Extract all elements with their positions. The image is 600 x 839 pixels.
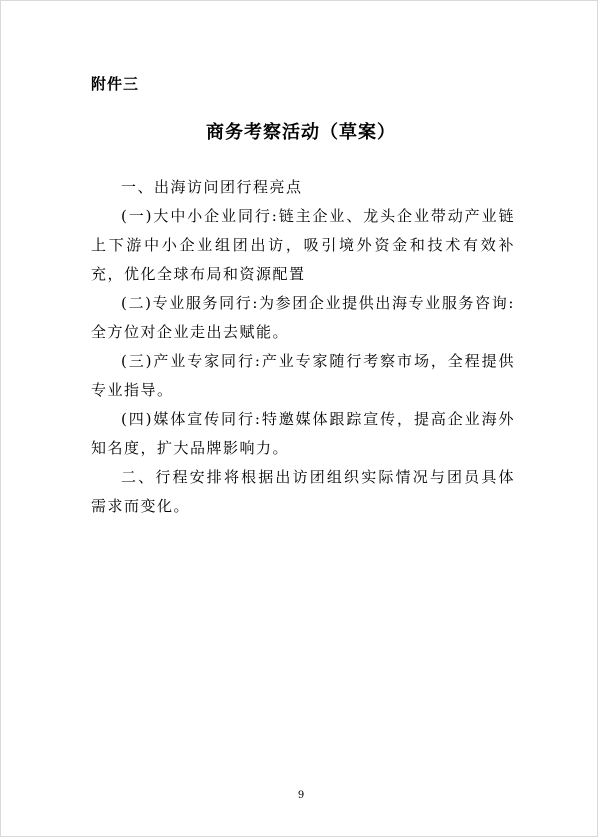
paragraph-professional-services: (二)专业服务同行:为参团企业提供出海专业服务咨询:全方位对企业走出去赋能。: [91, 294, 515, 341]
page-number: 9: [297, 790, 305, 801]
document-title: 商务考察活动（草案）: [206, 122, 396, 143]
attachment-label: 附件三: [91, 75, 140, 93]
document-body: [91, 173, 515, 521]
section-heading-itinerary: 二、行程安排将根据出访团组织实际情况与团员具体需求而变化。: [91, 468, 515, 515]
paragraph-media: (四)媒体宣传同行:特邀媒体跟踪宣传，提高企业海外知名度，扩大品牌影响力。: [91, 410, 515, 457]
paragraph-enterprises: (一)大中小企业同行:链主企业、龙头企业带动产业链上下游中小企业组团出访，吸引境外资金和技术有效补充，优化全球布局和资源配置: [91, 207, 515, 283]
paragraph-industry-experts: (三)产业专家同行:产业专家随行考察市场，全程提供专业指导。: [91, 352, 515, 399]
section-heading-highlights: 一、出海访问团行程亮点: [121, 178, 303, 196]
